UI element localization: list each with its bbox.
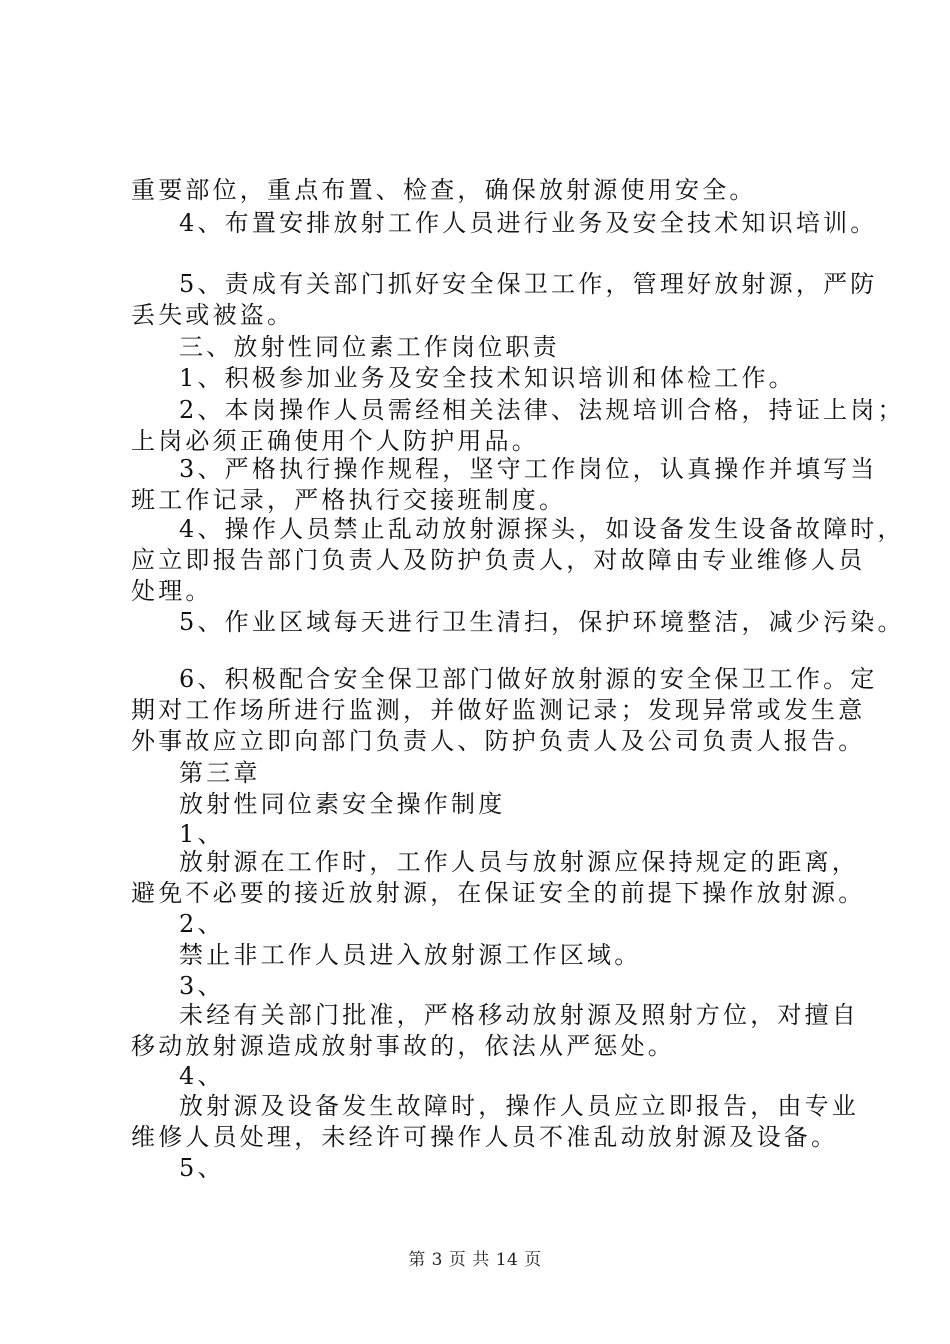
body-line: 移动放射源造成放射事故的，依法从严惩处。 [131,1032,675,1060]
body-line: 处理。 [131,577,213,605]
body-line: 4、操作人员禁止乱动放射源探头，如设备发生设备故障时， [179,515,905,543]
chapter-heading: 第三章 [179,759,261,787]
body-line: 禁止非工作人员进入放射源工作区域。 [179,941,642,969]
body-line: 放射源及设备发生故障时，操作人员应立即报告，由专业 [179,1092,859,1120]
section-heading: 三、放射性同位素工作岗位职责 [179,333,560,361]
item-number: 5、 [179,1154,225,1182]
body-line: 2、本岗操作人员需经相关法律、法规培训合格，持证上岗； [179,396,905,424]
body-line: 未经有关部门批准，严格移动放射源及照射方位，对擅自 [179,1001,859,1029]
chapter-title: 放射性同位素安全操作制度 [179,790,506,818]
body-line: 外事故应立即向部门负责人、防护负责人及公司负责人报告。 [131,727,866,755]
body-line: 4、布置安排放射工作人员进行业务及安全技术知识培训。 [179,209,878,237]
body-line: 3、严格执行操作规程，坚守工作岗位，认真操作并填写当 [179,455,878,483]
body-line: 1、积极参加业务及安全技术知识培训和体检工作。 [179,364,796,392]
body-line: 维修人员处理，未经许可操作人员不准乱动放射源及设备。 [131,1123,839,1151]
body-line: 丢失或被盗。 [131,301,295,329]
item-number: 1、 [179,820,225,848]
body-line: 上岗必须正确使用个人防护用品。 [131,427,539,455]
body-line: 期对工作场所进行监测，并做好监测记录；发现异常或发生意 [131,696,866,724]
body-line: 避免不必要的接近放射源，在保证安全的前提下操作放射源。 [131,879,866,907]
item-number: 3、 [179,972,225,1000]
body-line: 5、责成有关部门抓好安全保卫工作，管理好放射源，严防 [179,270,878,298]
body-line: 重要部位，重点布置、检查，确保放射源使用安全。 [131,176,757,204]
item-number: 2、 [179,910,225,938]
page-number-footer: 第 3 页 共 14 页 [408,1250,542,1270]
body-line: 应立即报告部门负责人及防护负责人，对故障由专业维修人员 [131,546,866,574]
item-number: 4、 [179,1062,225,1090]
body-line: 5、作业区域每天进行卫生清扫，保护环境整洁，减少污染。 [179,608,905,636]
body-line: 班工作记录，严格执行交接班制度。 [131,486,567,514]
body-line: 6、积极配合安全保卫部门做好放射源的安全保卫工作。定 [179,665,878,693]
body-line: 放射源在工作时，工作人员与放射源应保持规定的距离， [179,848,859,876]
